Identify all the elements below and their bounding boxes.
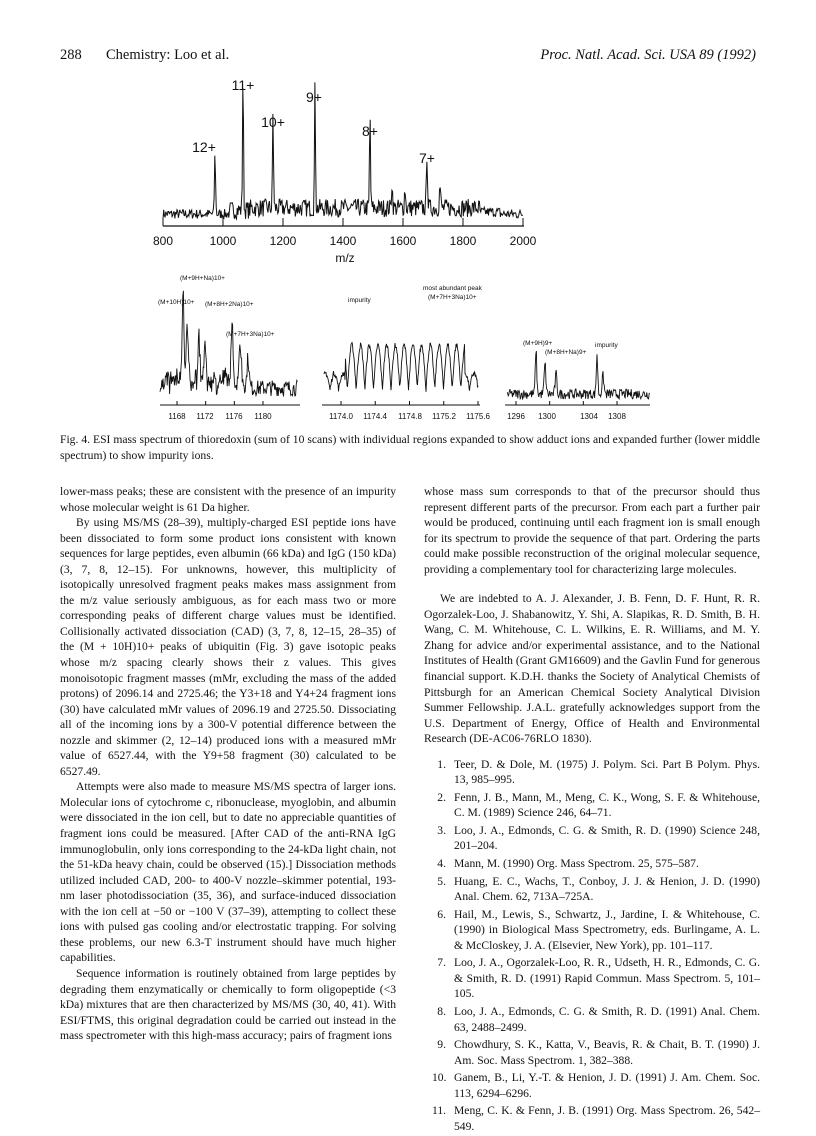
- reference-number: 8.: [437, 1004, 446, 1018]
- inset-1-label: (M+10H)10+: [158, 299, 195, 306]
- figure-4: [0, 0, 816, 430]
- reference-number: 5.: [437, 874, 446, 888]
- page-number: 288: [60, 47, 82, 63]
- inset-2-tick-label: 1174.4: [363, 412, 387, 421]
- inset-3-label: impurity: [595, 342, 618, 349]
- main-tick-label: 1200: [269, 234, 297, 248]
- inset-spectrum-1: [158, 275, 300, 421]
- reference-text: Hail, M., Lewis, S., Schwartz, J., Jardine, I. & Whitehouse, C. (1990) in Biological Mass Spectrometry, eds. Burlingame, A. L. & McCloskey, J. A. (Elsevier, New York), pp. 101–117.: [454, 907, 760, 952]
- body-paragraph: lower-mass peaks; these are consistent with the presence of an impurity whose molecular weight is 61 Da higher.: [60, 485, 396, 514]
- reference-number: 2.: [437, 790, 446, 804]
- reference-text: Huang, E. C., Wachs, T., Conboy, J. J. & Henion, J. D. (1990) Anal. Chem. 62, 713A–725A.: [454, 874, 760, 904]
- main-peak-label-10: 10+: [261, 114, 285, 130]
- inset-1-tick-label: 1168: [168, 412, 186, 421]
- reference-number: 9.: [437, 1038, 446, 1052]
- inset-3-tick-label: 1304: [580, 412, 598, 421]
- main-peak-label-11: 11+: [231, 77, 255, 93]
- running-title: Chemistry: Loo et al.: [106, 47, 230, 63]
- reference-item: [424, 790, 760, 821]
- reference-number: 4.: [437, 857, 446, 871]
- figure-caption: Fig. 4. ESI mass spectrum of thioredoxin (sum of 10 scans) with individual regions expanded to show adduct ions and expanded further (lower middle spectrum) to show impurity ions.: [60, 433, 760, 462]
- main-peak-label-12: 12+: [192, 139, 216, 155]
- main-peak-label-9: 9+: [306, 89, 322, 105]
- main-x-axis-label: m/z: [335, 251, 355, 265]
- main-spectrum-trace: [163, 82, 523, 219]
- reference-number: 3.: [437, 823, 446, 837]
- inset-3-label: (M+8H+Na)9+: [545, 349, 587, 356]
- reference-text: Loo, J. A., Edmonds, C. G. & Smith, R. D. (1991) Anal. Chem. 63, 2488–2499.: [454, 1004, 760, 1034]
- inset-1-label: (M+9H+Na)10+: [180, 275, 225, 282]
- reference-item: [424, 856, 760, 872]
- inset-1-label: (M+7H+3Na)10+: [226, 331, 275, 338]
- reference-item: [424, 907, 760, 954]
- main-peak-label-8: 8+: [362, 123, 378, 139]
- inset-3-tick-label: 1300: [538, 412, 556, 421]
- inset-1-tick-label: 1180: [254, 412, 272, 421]
- reference-text: Ganem, B., Li, Y.-T. & Henion, J. D. (1991) J. Am. Chem. Soc. 113, 6294–6296.: [454, 1071, 760, 1100]
- inset-2-trace: [324, 343, 478, 392]
- main-tick-label: 2000: [509, 234, 537, 248]
- body-paragraph: Sequence information is routinely obtained from large peptides by degrading them enzymatically or chemically to form oligopeptide (<3 kDa) mixtures that are then characterized by MS/MS (30, 40, 41). With ESI/FTMS, this original degradation could be carried out instead in the mass spectrometer with this high-mass accuracy; pairs of fragment ions: [60, 966, 396, 1043]
- reference-number: 7.: [437, 956, 446, 970]
- reference-text: Chowdhury, S. K., Katta, V., Beavis, R. & Chait, B. T. (1990) J. Am. Soc. Mass Spectrom. 1, 382–388.: [454, 1038, 760, 1067]
- reference-text: Loo, J. A., Ogorzalek-Loo, R. R., Udseth, H. R., Edmonds, C. G. & Smith, R. D. (1991) Rapid Commun. Mass Spectrom. 5, 101–105.: [454, 956, 760, 1001]
- inset-2-label: most abundant peak: [423, 285, 482, 292]
- reference-item: [424, 955, 760, 1002]
- inset-1-tick-label: 1176: [225, 412, 243, 421]
- inset-spectrum-2: [322, 285, 490, 421]
- reference-text: Loo, J. A., Edmonds, C. G. & Smith, R. D. (1990) Science 248, 201–204.: [454, 823, 760, 853]
- inset-2-label: (M+7H+3Na)10+: [428, 294, 477, 301]
- inset-3-tick-label: 1308: [608, 412, 626, 421]
- reference-number: 11.: [432, 1104, 447, 1118]
- reference-item: [424, 1004, 760, 1035]
- reference-number: 10.: [432, 1071, 447, 1085]
- main-tick-label: 1000: [209, 234, 237, 248]
- reference-item: [424, 823, 760, 854]
- body-paragraph: whose mass sum corresponds to that of the precursor should thus represent different parts of the precursor. From each part a further pair would be produced, continuing until each fragment ion is small enough for its spectrum to provide the sequence of that part. Ordering the parts could make possible reconstruction of the original molecular sequence, providing a complementary tool for characterizing large molecules.: [424, 485, 760, 576]
- inset-2-tick-label: 1174.8: [398, 412, 422, 421]
- journal-citation: Proc. Natl. Acad. Sci. USA 89 (1992): [540, 47, 756, 63]
- inset-3-trace: [507, 351, 650, 399]
- main-tick-label: 1400: [329, 234, 357, 248]
- inset-2-tick-label: 1175.6: [466, 412, 490, 421]
- main-peak-label-7: 7+: [419, 150, 435, 166]
- main-tick-label: 800: [152, 234, 174, 248]
- reference-item: [424, 1070, 760, 1101]
- inset-2-tick-label: 1174.0: [329, 412, 353, 421]
- reference-text: Fenn, J. B., Mann, M., Meng, C. K., Wong, S. F. & Whitehouse, C. M. (1989) Science 246, 64–71.: [454, 790, 760, 820]
- reference-text: Meng, C. K. & Fenn, J. B. (1991) Org. Mass Spectrom. 26, 542–549.: [454, 1104, 760, 1133]
- reference-text: Mann, M. (1990) Org. Mass Spectrom. 25, 575–587.: [454, 857, 699, 871]
- reference-text: Teer, D. & Dole, M. (1975) J. Polym. Sci. Part B Polym. Phys. 13, 985–995.: [454, 757, 760, 787]
- acknowledgments: We are indebted to A. J. Alexander, J. B. Fenn, D. F. Hunt, R. R. Ogorzalek-Loo, J. Shabanowitz, Y. Shi, A. Slapikas, R. D. Smith, B. H. Wang, C. M. Whitehouse, C. L. Wilkins, E. R. Williams, and M. Y. Zhang for advice and/or experimental assistance, and to the National Institutes of Health (Grant GM16609) and the Gavlin Fund for generous financial support. K.D.H. thanks the Society of Analytical Chemists of Pittsburgh for an American Chemical Society Analytical Division Summer Fellowship. J.A.L. gratefully acknowledges support from the U.S. Department of Energy, Office of Health and Environmental Research (DE-AC06-76RLO 1830).: [424, 592, 760, 746]
- reference-item: [424, 1037, 760, 1068]
- reference-item: [424, 757, 760, 788]
- reference-number: 6.: [437, 907, 446, 921]
- inset-3-label: (M+9H)9+: [523, 340, 553, 347]
- inset-2-label: impurity: [348, 297, 371, 304]
- reference-item: [424, 874, 760, 905]
- reference-number: 1.: [437, 757, 446, 771]
- main-tick-label: 1800: [449, 234, 477, 248]
- inset-2-tick-label: 1175.2: [432, 412, 456, 421]
- reference-item: [424, 1103, 760, 1134]
- body-paragraph: By using MS/MS (28–39), multiply-charged ESI peptide ions have been dissociated to form some product ions consistent with known sequences for large peptides, even albumin (66 kDa) and IgG (150 kDa) (3, 7, 8, 12–15). For unknowns, however, this multiplicity of isotopically unresolved fragment peaks makes mass assignment from the m/z value seriously ambiguous, as for each mass two or more corresponding peaks of different charge values must be identified. Collisionally activated dissociation (CAD) (3, 7, 8, 12–15, 28–35) of the (M + 10H)10+ peaks of ubiquitin (Fig. 3) gave isotopic peaks whose m/z spacing clearly shows their z values. This gives monoisotopic fragment masses (mMr, excluding the mass of the added protons) of 2096.14 and 2725.46; the Y3+18 and Y4+24 fragment ions (30) have calculated mMr values of 2096.19 and 2725.50. Dissociating all of the incoming ions by a 300-V potential difference between the nozzle and skimmer (2, 12–14) produced ions with a measured mMr value of 6527.44, with the Y9+58 fragment (30) calculated to be 6527.49.: [60, 516, 396, 778]
- inset-1-tick-label: 1172: [196, 412, 214, 421]
- main-tick-label: 1600: [389, 234, 417, 248]
- right-column: [424, 484, 760, 1136]
- inset-1-label: (M+8H+2Na)10+: [205, 301, 254, 308]
- body-paragraph: Attempts were also made to measure MS/MS spectra of larger ions. Molecular ions of cytochrome c, ribonuclease, myoglobin, and albumin were dissociated in the ion cell, but to date no appreciable quantities of fragment ions could be measured. [After CAD of the anti-RNA IgG immunoglobulin, only ions corresponding to the 24-kDa light chain, not the 51-kDa heavy chain, could be observed (15).] Dissociation methods utilized included CAD, 200- to 400-V nozzle–skimmer potential, 193-nm laser photodissociation (35, 36), and surface-induced dissociation with the ion cell at −50 or −100 V (37–39), attempting to collect these ions with pulsed gas cooling and/or electrostatic trapping. For solving these problems, our new 6.3-T instrument should have much higher capabilities.: [60, 780, 396, 965]
- main-spectrum: [153, 77, 537, 265]
- left-column: [60, 484, 396, 1044]
- inset-spectrum-3: [505, 340, 650, 421]
- inset-3-tick-label: 1296: [507, 412, 525, 421]
